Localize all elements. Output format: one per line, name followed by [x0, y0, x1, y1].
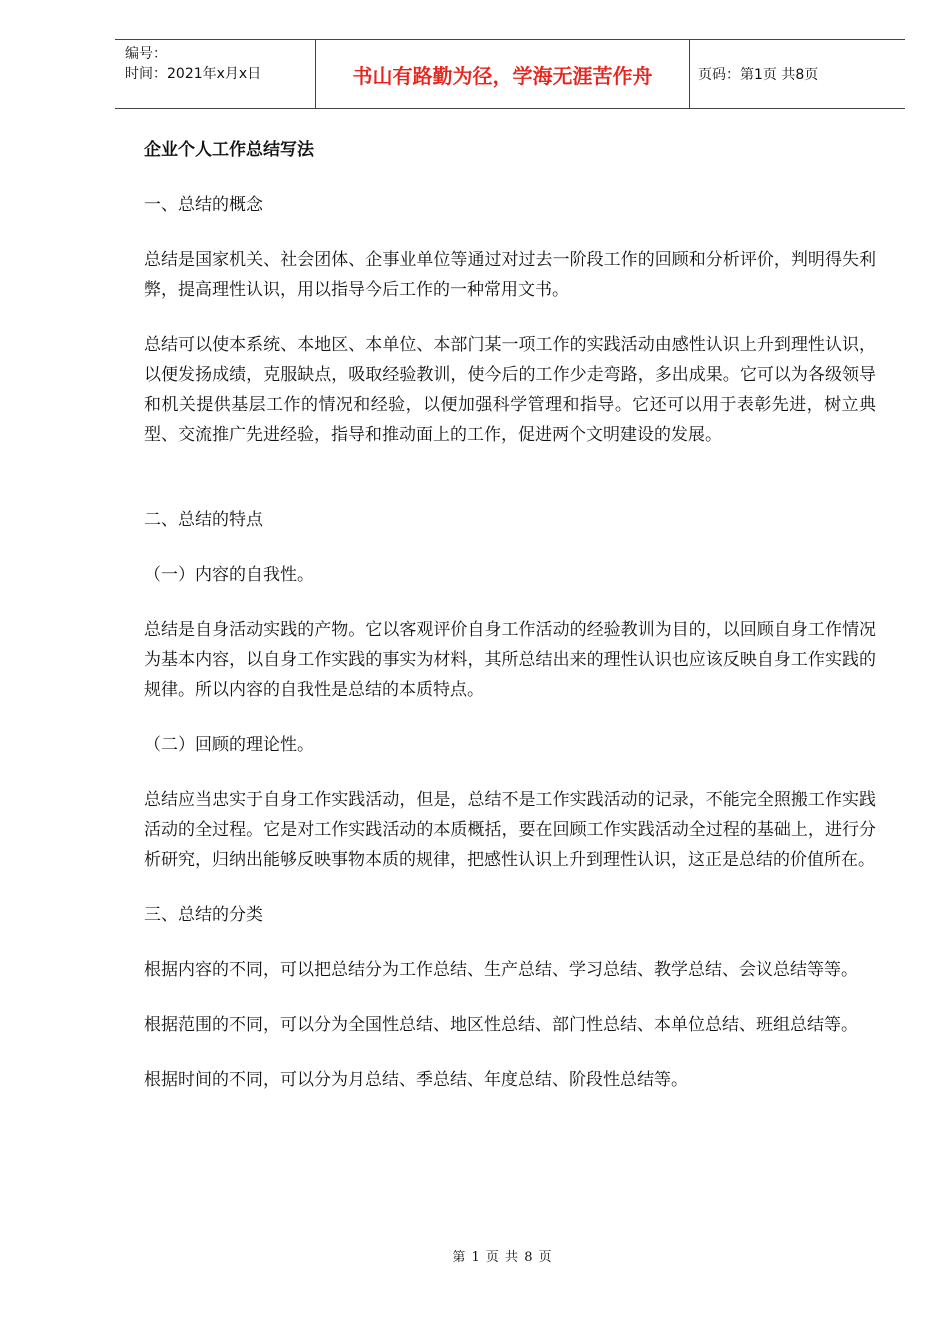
paragraph-4: 总结应当忠实于自身工作实践活动，但是，总结不是工作实践活动的记录，不能完全照搬工作实践活动的全过程。它是对工作实践活动的本质概括，要在回顾工作实践活动全过程的基础上，进行分析研究，归纳出能够反映事物本质的规律，把感性认识上升到理性认识，这正是总结的价值所在。	[144, 790, 876, 870]
paragraph-1: 总结是国家机关、社会团体、企事业单位等通过对过去一阶段工作的回顾和分析评价，判明得失利弊，提高理性认识，用以指导今后工作的一种常用文书。	[144, 250, 876, 300]
section-heading-concept: 一、总结的概念	[144, 195, 263, 215]
subheading-theoretical-review: （二）回顾的理论性。	[144, 735, 314, 755]
paragraph-6: 根据范围的不同，可以分为全国性总结、地区性总结、部门性总结、本单位总结、班组总结等。	[144, 1015, 858, 1035]
document-title: 企业个人工作总结写法	[144, 140, 314, 160]
header-number: 编号：	[125, 46, 167, 62]
paragraph-3: 总结是自身活动实践的产物。它以客观评价自身工作活动的经验教训为目的，以回顾自身工作情况为基本内容，以自身工作实践的事实为材料，其所总结出来的理性认识也应该反映自身工作实践的规律。所以内容的自我性是总结的本质特点。	[144, 620, 876, 700]
header-time: 时间：2021年x月x日	[125, 66, 262, 82]
paragraph-2: 总结可以使本系统、本地区、本单位、本部门某一项工作的实践活动由感性认识上升到理性认识，以便发扬成绩，克服缺点，吸取经验教训，使今后的工作少走弯路，多出成果。它可以为各级领导和机关提供基层工作的情况和经验，以便加强科学管理和指导。它还可以用于表彰先进，树立典型、交流推广先进经验，指导和推动面上的工作，促进两个文明建设的发展。	[144, 335, 876, 445]
page-footer	[0, 1246, 950, 1265]
header-page-number: 页码：第1页 共8页	[698, 67, 819, 83]
document-body	[144, 135, 876, 1120]
section-heading-features: 二、总结的特点	[144, 510, 263, 530]
paragraph-7: 根据时间的不同，可以分为月总结、季总结、年度总结、阶段性总结等。	[144, 1070, 688, 1090]
footer-page-number: 第 1 页 共 8 页	[452, 1250, 553, 1265]
section-heading-classification: 三、总结的分类	[144, 905, 263, 925]
subheading-self-content: （一）内容的自我性。	[144, 565, 314, 585]
header-motto: 书山有路勤为径，学海无涯苦作舟	[316, 40, 690, 108]
header-meta	[115, 40, 316, 108]
paragraph-5: 根据内容的不同，可以把总结分为工作总结、生产总结、学习总结、教学总结、会议总结等等。	[144, 960, 858, 980]
page-header	[115, 39, 905, 109]
